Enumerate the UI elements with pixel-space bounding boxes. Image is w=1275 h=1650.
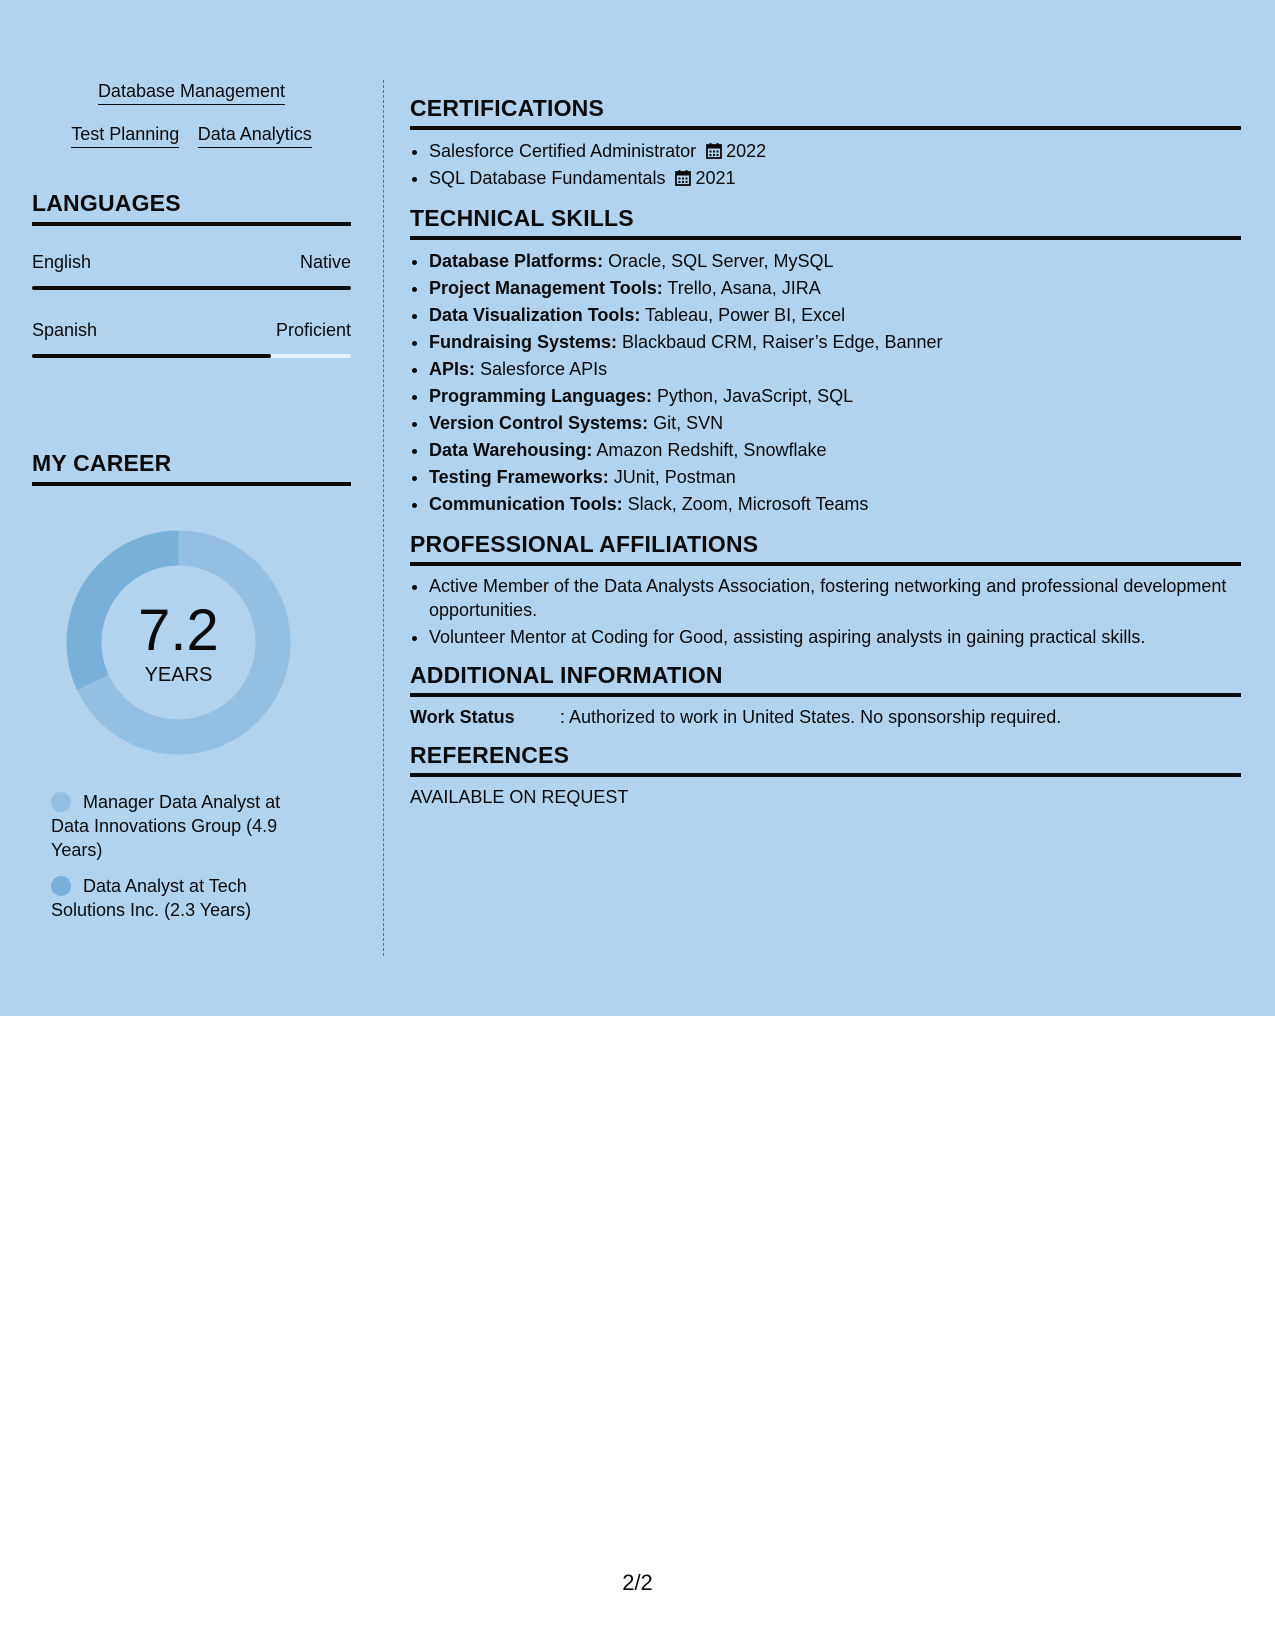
page-number: 2/2 (622, 1570, 653, 1595)
certification-item (429, 138, 1241, 165)
legend-dot (51, 792, 71, 812)
language-item (32, 320, 351, 358)
skill-value: Tableau, Power BI, Excel (640, 305, 846, 325)
career-section (32, 450, 351, 486)
skill-tag-row (32, 80, 351, 105)
affiliation-item: • Volunteer Mentor at Coding for Good, assisting aspiring analysts in gaining practical skills. (429, 625, 1241, 649)
languages-section (32, 190, 351, 358)
work-status-label: Work Status (410, 707, 515, 727)
calendar-icon (706, 142, 722, 159)
language-level: Proficient (275, 320, 351, 340)
affiliations-list (410, 574, 1241, 649)
skill-value: Python, JavaScript, SQL (652, 386, 854, 406)
skill-label: Data Visualization Tools: (429, 305, 641, 325)
skill-tag: Test Planning (71, 123, 179, 148)
language-item (32, 252, 351, 290)
skill-label: Communication Tools: (429, 494, 623, 514)
career-total-years: 7.2 (138, 598, 219, 663)
affiliations-section (410, 530, 1241, 649)
skill-value: Salesforce APIs (475, 359, 608, 379)
additional-info-heading: ADDITIONAL INFORMATION (410, 661, 1241, 697)
skill-label: Testing Frameworks: (429, 467, 609, 487)
skill-item (429, 491, 1241, 518)
certifications-heading: CERTIFICATIONS (410, 94, 1241, 130)
career-unit: YEARS (144, 664, 213, 686)
technical-skills-list (410, 248, 1241, 518)
skill-item (429, 329, 1241, 356)
references-heading: REFERENCES (410, 741, 1241, 777)
legend-item (51, 874, 311, 922)
skill-label: Programming Languages: (429, 386, 653, 406)
languages-heading: LANGUAGES (32, 190, 351, 226)
skill-label: Data Warehousing: (429, 440, 593, 460)
certification-item (429, 165, 1241, 192)
skill-item (429, 275, 1241, 302)
skill-tag-row (32, 123, 351, 148)
language-name: Spanish (32, 320, 98, 340)
skill-label: Project Management Tools: (429, 278, 663, 298)
additional-info-section (410, 661, 1241, 729)
skill-value: Oracle, SQL Server, MySQL (603, 251, 834, 271)
skill-item (429, 410, 1241, 437)
skill-tag: Database Management (98, 80, 285, 105)
language-proficiency-fill (32, 286, 351, 290)
language-name: English (32, 252, 92, 272)
skill-label: APIs: (429, 359, 476, 379)
certification-name: SQL Database Fundamentals (429, 168, 666, 188)
legend-dot (51, 876, 71, 896)
calendar-icon (675, 169, 691, 186)
skill-label: Database Platforms: (429, 251, 604, 271)
skill-value: Blackbaud CRM, Raiser’s Edge, Banner (617, 332, 943, 352)
skill-item (429, 356, 1241, 383)
skill-item (429, 383, 1241, 410)
certifications-list (410, 138, 1241, 192)
skill-value: Slack, Zoom, Microsoft Teams (622, 494, 869, 514)
affiliations-heading: PROFESSIONAL AFFILIATIONS (410, 530, 1241, 566)
skill-tag: Data Analytics (198, 123, 312, 148)
language-proficiency-bar (32, 286, 351, 290)
technical-skills-section (410, 204, 1241, 518)
sidebar (32, 80, 351, 920)
career-heading: MY CAREER (32, 450, 351, 486)
certification-year: 2021 (695, 168, 736, 188)
skill-tags (32, 80, 351, 148)
main-content (410, 94, 1241, 820)
certification-year: 2022 (726, 141, 767, 161)
career-legend (51, 790, 311, 934)
work-status-value: : Authorized to work in United States. No sponsorship required. (560, 707, 1062, 727)
certifications-section (410, 94, 1241, 192)
skill-value: JUnit, Postman (608, 467, 736, 487)
language-proficiency-fill (32, 354, 271, 358)
references-section (410, 741, 1241, 808)
career-donut-chart (66, 530, 291, 755)
work-status-row (410, 705, 1241, 729)
skill-item (429, 437, 1241, 464)
legend-label: Manager Data Analyst at Data Innovations Group (4.9 Years) (51, 792, 281, 860)
legend-item (51, 790, 311, 862)
skill-value: Git, SVN (648, 413, 724, 433)
skill-value: Trello, Asana, JIRA (662, 278, 821, 298)
affiliation-item: • Active Member of the Data Analysts Association, fostering networking and professional development opportunities. (429, 574, 1241, 622)
language-proficiency-bar (32, 354, 351, 358)
skill-label: Version Control Systems: (429, 413, 649, 433)
skill-item (429, 464, 1241, 491)
references-text: AVAILABLE ON REQUEST (410, 787, 629, 807)
language-level: Native (299, 252, 351, 272)
skill-item (429, 302, 1241, 329)
certification-name: Salesforce Certified Administrator (429, 141, 697, 161)
donut-center-label (66, 598, 291, 687)
technical-skills-heading: TECHNICAL SKILLS (410, 204, 1241, 240)
skill-label: Fundraising Systems: (429, 332, 618, 352)
column-divider (383, 80, 384, 956)
skill-item (429, 248, 1241, 275)
legend-label: Data Analyst at Tech Solutions Inc. (2.3 Years) (51, 876, 252, 920)
skill-value: Amazon Redshift, Snowflake (592, 440, 827, 460)
